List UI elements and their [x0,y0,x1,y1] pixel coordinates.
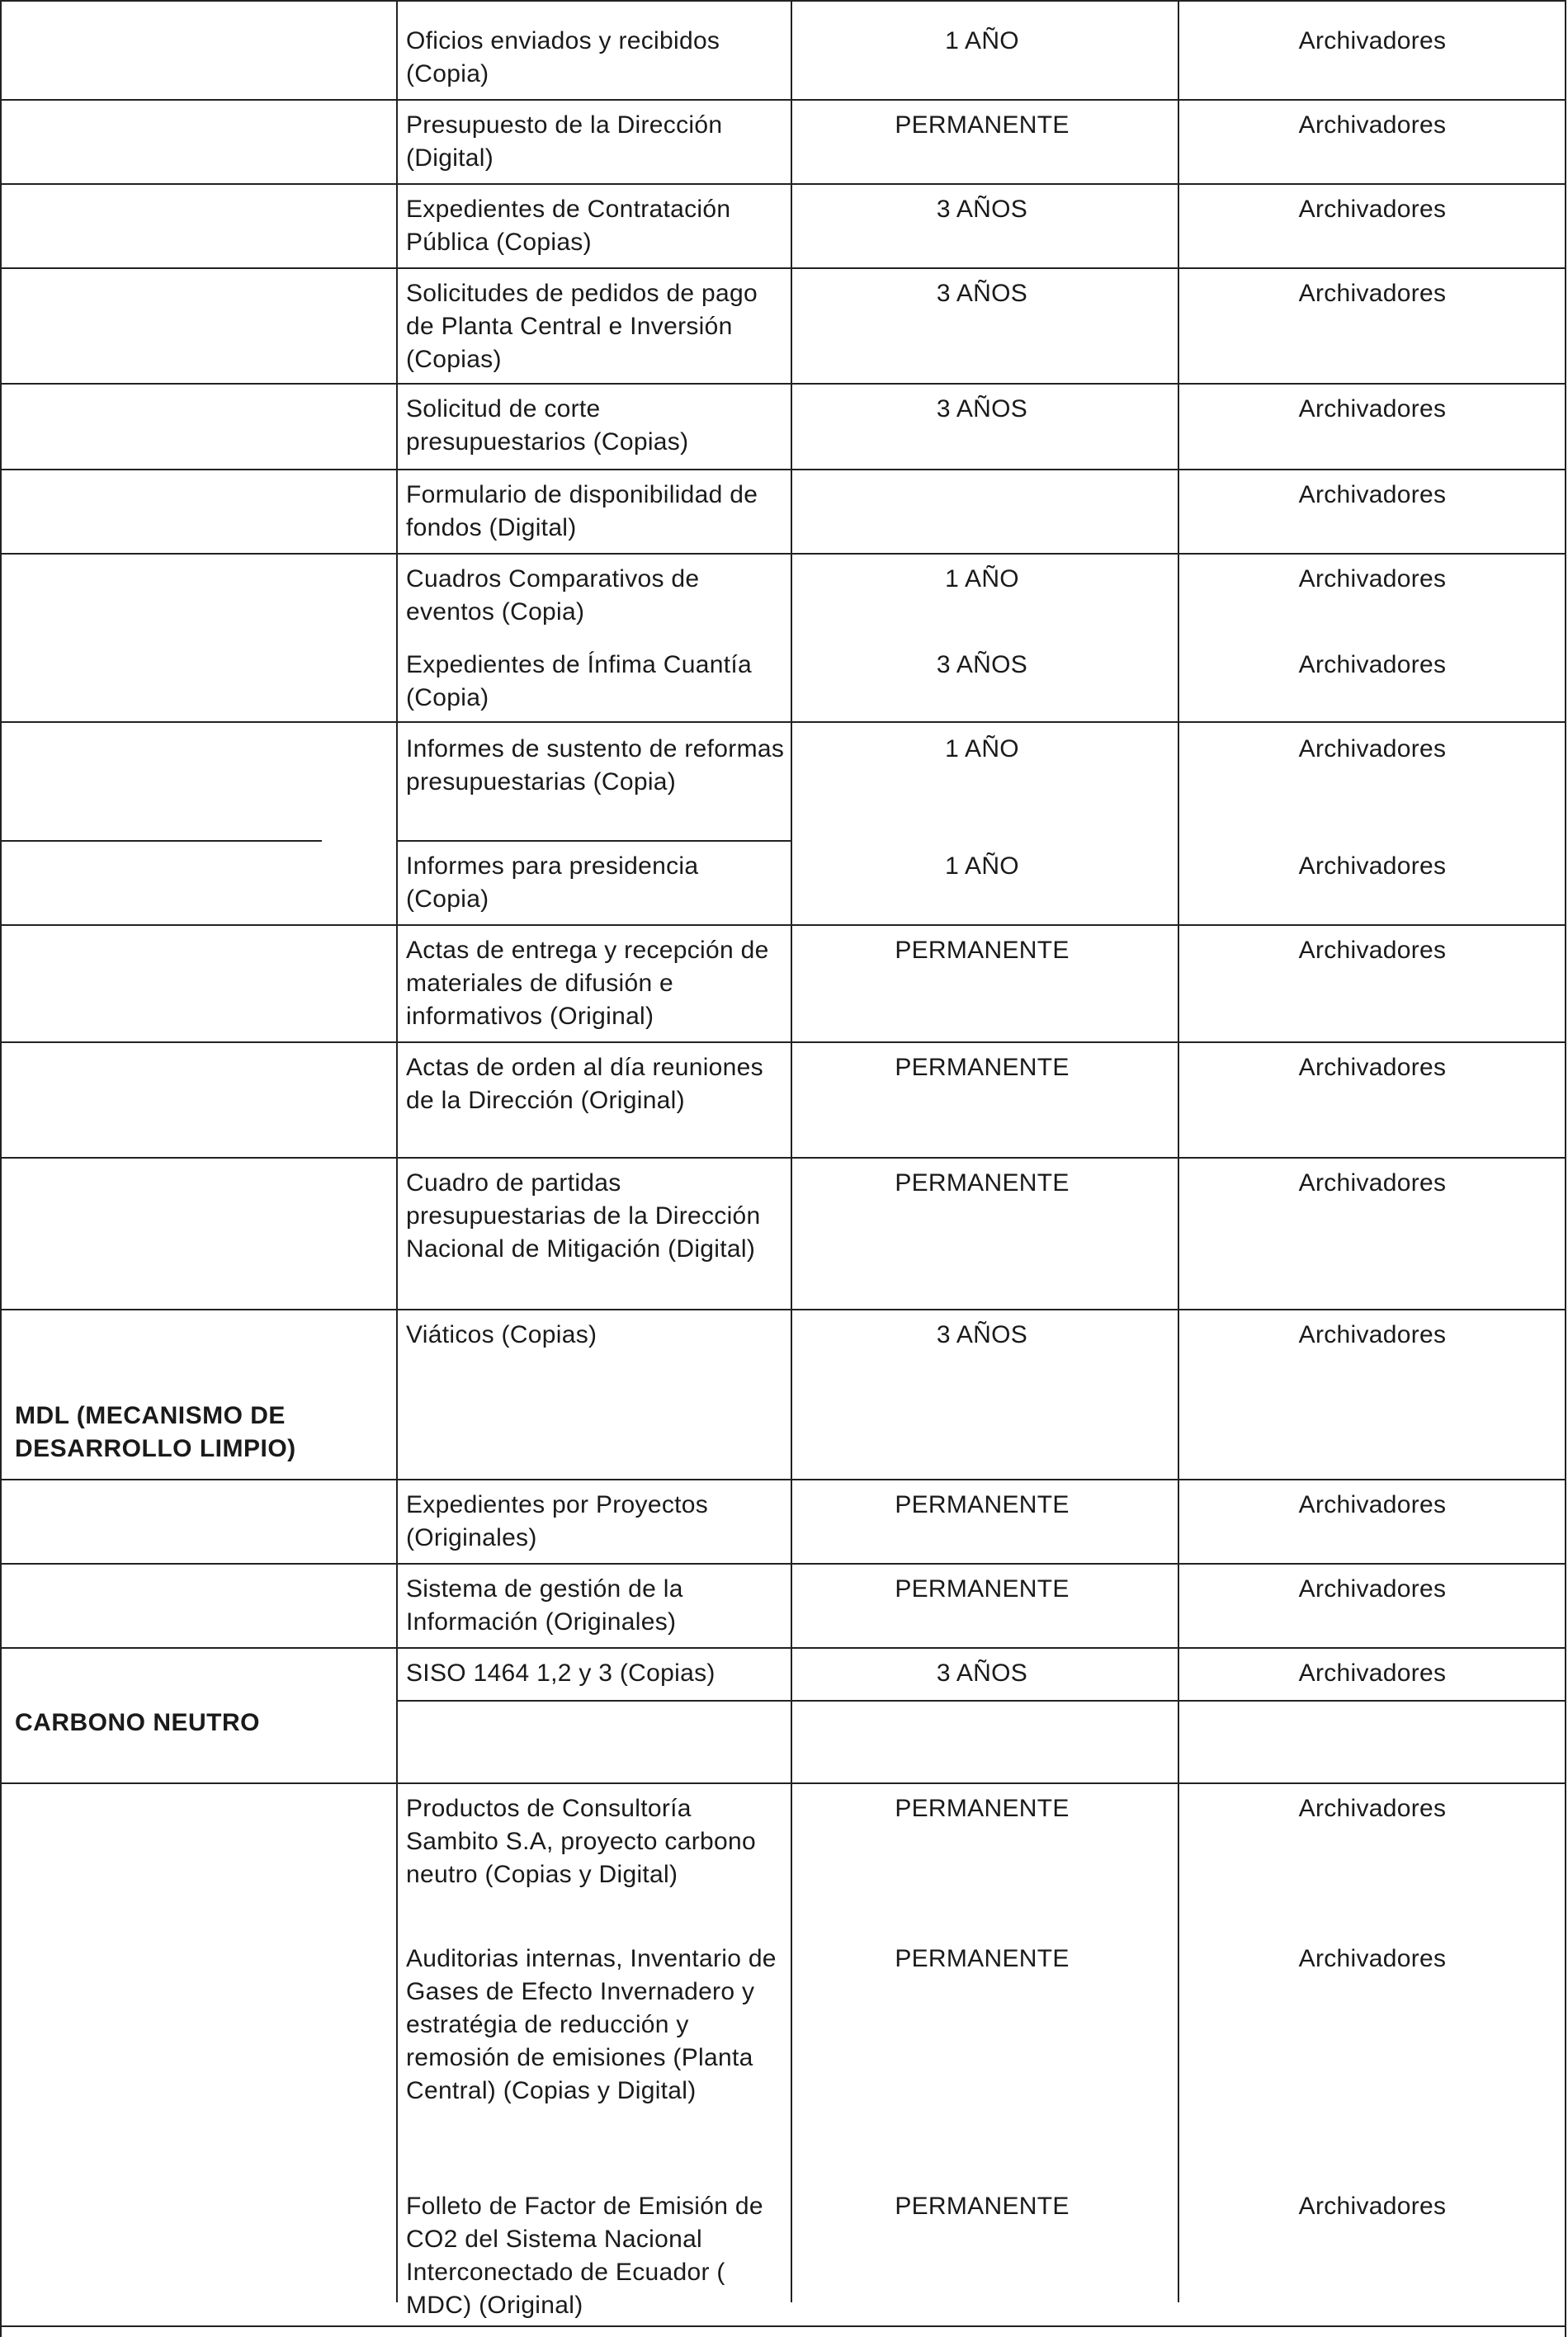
retention-period: 3 AÑOS [936,196,1028,223]
row-divider [0,1157,1566,1159]
record-description: Informes de sustento de reformas presupuestarias (Copia) [406,735,785,796]
record-description: Productos de Consultoría Sambito S.A, proyecto carbono neutro (Copias y Digital) [406,1795,756,1888]
retention-period: PERMANENTE [895,937,1070,964]
retention-period: 3 AÑOS [936,395,1028,423]
table-border-left [0,0,2,2337]
row-divider [0,99,1566,101]
record-description: Informes para presidencia (Copia) [406,852,699,913]
row-divider-bottom [0,2325,1566,2327]
record-description: Auditorias internas, Inventario de Gases de Efecto Invernadero y estratégia de reducción y remosión de emisiones (Planta Central) (Copias y Digital) [406,1945,777,2104]
row-divider [0,553,1566,555]
column-divider-retention [1178,0,1179,2302]
record-description: Solicitudes de pedidos de pago de Planta Central e Inversión (Copias) [406,280,758,373]
storage-location: Archivadores [1298,651,1447,678]
retention-period: PERMANENTE [895,1575,1070,1603]
storage-location: Archivadores [1298,937,1447,964]
record-description: Sistema de gestión de la Información (Originales) [406,1575,683,1636]
section-label-mdl: MDL (MECANISMO DE DESARROLLO LIMPIO) [15,1402,296,1462]
storage-location: Archivadores [1298,1321,1447,1348]
record-description: Solicitud de corte presupuestarios (Copias) [406,395,689,456]
storage-location: Archivadores [1298,481,1447,508]
retention-period: PERMANENTE [895,1169,1070,1197]
storage-location: Archivadores [1298,395,1447,423]
row-divider [0,0,1566,2]
record-description: SISO 1464 1,2 y 3 (Copias) [406,1660,716,1687]
retention-period: 3 AÑOS [936,1660,1028,1687]
record-description: Actas de entrega y recepción de materiales de difusión e informativos (Original) [406,937,769,1030]
storage-location: Archivadores [1298,27,1447,54]
row-divider [0,383,1566,385]
retention-period: PERMANENTE [895,1054,1070,1081]
retention-period: 1 AÑO [945,565,1019,593]
storage-location: Archivadores [1298,1575,1447,1603]
row-divider [0,1782,1566,1784]
storage-location: Archivadores [1298,111,1447,139]
retention-period: 1 AÑO [945,735,1019,762]
record-description: Cuadros Comparativos de eventos (Copia) [406,565,700,626]
record-description: Cuadro de partidas presupuestarias de la Dirección Nacional de Mitigación (Digital) [406,1169,761,1263]
row-divider [0,267,1566,269]
storage-location: Archivadores [1298,196,1447,223]
row-divider [0,721,1566,723]
record-description: Expedientes de Ínfima Cuantía (Copia) [406,651,752,711]
retention-period: 3 AÑOS [936,280,1028,307]
storage-location: Archivadores [1298,1660,1447,1687]
row-divider-partial [396,840,791,842]
row-divider [0,469,1566,470]
row-divider-partial [396,1700,1566,1702]
record-description: Expedientes por Proyectos (Originales) [406,1491,709,1551]
record-description: Presupuesto de la Dirección (Digital) [406,111,723,172]
row-divider [0,1309,1566,1310]
retention-period: PERMANENTE [895,1795,1070,1822]
storage-location: Archivadores [1298,1054,1447,1081]
storage-location: Archivadores [1298,1795,1447,1822]
row-divider [0,924,1566,926]
column-divider-section [396,0,398,2302]
table-border-right [1565,0,1566,2337]
record-description: Expedientes de Contratación Pública (Copias) [406,196,731,256]
row-divider [0,1479,1566,1480]
retention-period: 3 AÑOS [936,651,1028,678]
row-divider [0,183,1566,185]
retention-period: 3 AÑOS [936,1321,1028,1348]
retention-period: PERMANENTE [895,2193,1070,2220]
retention-period: 1 AÑO [945,27,1019,54]
retention-period: PERMANENTE [895,111,1070,139]
record-description: Viáticos (Copias) [406,1321,597,1348]
record-description: Oficios enviados y recibidos (Copia) [406,27,720,87]
storage-location: Archivadores [1298,280,1447,307]
storage-location: Archivadores [1298,1945,1447,1972]
record-description: Formulario de disponibilidad de fondos (Digital) [406,481,758,541]
storage-location: Archivadores [1298,735,1447,762]
storage-location: Archivadores [1298,852,1447,880]
record-description: Folleto de Factor de Emisión de CO2 del Sistema Nacional Interconectado de Ecuador ( MDC) (Original) [406,2193,763,2319]
storage-location: Archivadores [1298,1491,1447,1518]
retention-period: PERMANENTE [895,1945,1070,1972]
storage-location: Archivadores [1298,2193,1447,2220]
section-label-carbono-neutro: CARBONO NEUTRO [15,1709,260,1736]
row-divider [0,1041,1566,1043]
row-divider [0,1647,1566,1649]
row-divider [0,1563,1566,1565]
retention-period: 1 AÑO [945,852,1019,880]
retention-period: PERMANENTE [895,1491,1070,1518]
storage-location: Archivadores [1298,565,1447,593]
storage-location: Archivadores [1298,1169,1447,1197]
row-divider-partial [0,840,322,842]
record-description: Actas de orden al día reuniones de la Dirección (Original) [406,1054,763,1114]
